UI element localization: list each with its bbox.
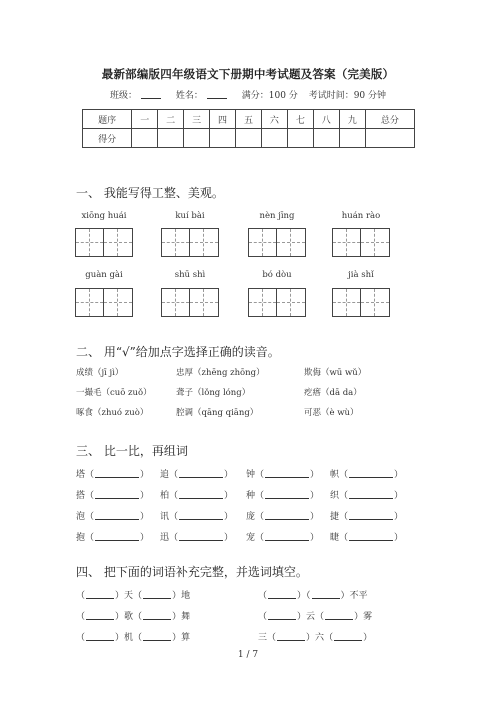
score-row-label: 得分 [83,129,132,148]
word-blank[interactable] [265,510,309,520]
word-item: 种（ ） [246,491,320,501]
word-item: 宠（ ） [246,533,320,543]
word-item: 织（ ） [330,491,404,501]
idiom-item: （ ）天（ ）地 [76,591,191,601]
word-blank[interactable] [95,510,139,520]
score-header-cell: 四 [210,110,236,129]
reading-item[interactable]: 成绩（jī jì） [76,368,124,378]
writing-grid[interactable] [75,228,133,257]
idiom-blank[interactable] [143,631,171,641]
score-header-cell: 三 [184,110,210,129]
word-item: 塔（ ） [76,470,150,480]
word-item: 柏（ ） [160,491,234,501]
score-row [83,129,415,148]
word-blank[interactable] [179,468,223,478]
writing-grid[interactable] [75,288,133,317]
pinyin-label: bó dòu [262,270,292,280]
word-item: 讯（ ） [160,512,234,522]
word-item: 迅（ ） [160,533,234,543]
reading-item[interactable]: 啄食（zhuó zuò） [76,408,149,418]
exam-time: 考试时间：90 分钟 [308,91,387,101]
idiom-item: （ ）机（ ）算 [76,633,191,643]
idiom-blank[interactable] [312,589,340,599]
score-cell[interactable] [132,129,158,148]
idiom-blank[interactable] [268,589,296,599]
writing-grid[interactable] [161,228,219,257]
reading-item[interactable]: 欺侮（wū wǔ） [304,368,367,378]
word-blank[interactable] [349,531,393,541]
score-header-row [83,110,415,129]
idiom-blank[interactable] [86,631,114,641]
class-field: 班级： [110,91,165,101]
name-blank[interactable] [207,89,227,99]
word-blank[interactable] [179,489,223,499]
score-header-cell: 九 [339,110,365,129]
word-item: 搭（ ） [76,491,150,501]
word-blank[interactable] [265,468,309,478]
idiom-blank[interactable] [86,589,114,599]
word-blank[interactable] [95,468,139,478]
writing-grid[interactable] [248,228,306,257]
word-item: 泡（ ） [76,512,150,522]
score-cell[interactable] [184,129,210,148]
pinyin-label: shū shì [174,270,206,280]
idiom-blank[interactable] [325,610,353,620]
word-blank[interactable] [349,468,393,478]
writing-grid[interactable] [161,288,219,317]
section1-title: 一、 我能写得工整、美观。 [76,186,224,200]
score-cell[interactable] [158,129,184,148]
section2-title: 二、 用“√”给加点字选择正确的读音。 [76,345,280,359]
reading-item[interactable]: 可恶（è wù） [304,408,359,418]
pinyin-label: jià shǐ [348,270,374,280]
score-header-cell: 总分 [365,110,414,129]
exam-info [0,88,496,101]
idiom-item: （ ）歌（ ）舞 [76,612,191,622]
word-item: 睫（ ） [330,533,404,543]
class-blank[interactable] [141,89,161,99]
score-header-cell: 题序 [83,110,132,129]
score-header-cell: 六 [261,110,287,129]
word-blank[interactable] [179,510,223,520]
full-score: 满分：100 分 [241,91,298,101]
idiom-item: 三（ ）六（ ） [258,633,373,643]
reading-item[interactable]: 腔调（qāng qiāng） [176,408,259,418]
word-blank[interactable] [95,531,139,541]
idiom-blank[interactable] [143,589,171,599]
score-cell[interactable] [339,129,365,148]
idiom-blank[interactable] [334,631,362,641]
word-blank[interactable] [265,531,309,541]
name-field: 姓名： [176,91,231,101]
score-header-cell: 二 [158,110,184,129]
score-cell[interactable] [287,129,313,148]
score-cell[interactable] [313,129,339,148]
reading-item[interactable]: 忠厚（zhēng zhōng） [176,368,265,378]
word-blank[interactable] [349,489,393,499]
score-cell[interactable] [261,129,287,148]
section3-title: 三、 比一比，再组词 [76,444,188,458]
idiom-item: （ ）（ ）不平 [258,591,368,601]
word-item: 庞（ ） [246,512,320,522]
word-item: 抱（ ） [76,533,150,543]
score-cell[interactable] [365,129,414,148]
pinyin-label: xiōng huái [81,211,127,221]
pinyin-label: nèn jīng [259,211,295,221]
idiom-blank[interactable] [277,631,305,641]
score-cell[interactable] [210,129,236,148]
idiom-blank[interactable] [143,610,171,620]
score-header-cell: 五 [236,110,262,129]
word-item: 捷（ ） [330,512,404,522]
reading-item[interactable]: 疙瘩（dā da） [304,388,362,398]
pinyin-label: kuí bài [175,211,205,221]
word-blank[interactable] [95,489,139,499]
writing-grid[interactable] [332,288,390,317]
word-item: 帜（ ） [330,470,404,480]
word-blank[interactable] [349,510,393,520]
score-header-cell: 八 [313,110,339,129]
word-blank[interactable] [265,489,309,499]
idiom-blank[interactable] [268,610,296,620]
writing-grid[interactable] [248,288,306,317]
pinyin-label: huán rào [341,211,381,221]
section4-title: 四、 把下面的词语补充完整，并选词填空。 [76,565,308,579]
score-header-cell: 一 [132,110,158,129]
idiom-blank[interactable] [86,610,114,620]
page-title: 最新部编版四年级语文下册期中考试题及答案（完美版） [101,67,395,81]
word-item: 钟（ ） [246,470,320,480]
score-header-cell: 七 [287,110,313,129]
reading-item[interactable]: 一撮毛（cuō zuǒ） [76,388,152,398]
idiom-item: （ ）云（ ）雾 [258,612,373,622]
page-number: 1 / 7 [237,650,259,660]
score-cell[interactable] [236,129,262,148]
word-item: 追（ ） [160,470,234,480]
pinyin-label: guàn gài [85,270,123,280]
reading-item[interactable]: 聋子（lǒng lóng） [176,388,251,398]
score-table [82,109,415,148]
writing-grid[interactable] [332,228,390,257]
word-blank[interactable] [179,531,223,541]
